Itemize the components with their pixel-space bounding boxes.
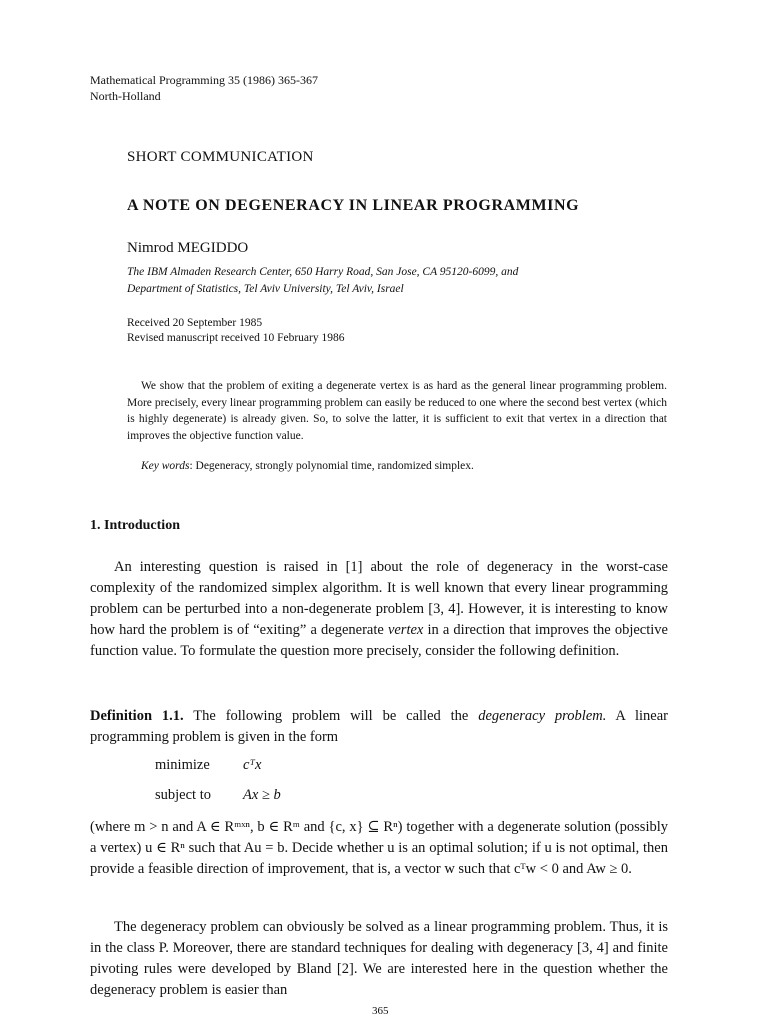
keywords — [141, 460, 474, 472]
formula-expression: cᵀx — [243, 757, 262, 773]
section-heading: 1. Introduction — [90, 518, 180, 533]
abstract: We show that the problem of exiting a degenerate vertex is as hard as the general linear programming problem. More precisely, every linear programming problem can easily be reduced to one where the second best vertex (which is highly degenerate) is already given. So, to solve the latter, it is sufficient to exit that vertex in a direction that improves the objective function value. — [127, 380, 667, 442]
keywords-label: Key words — [141, 460, 190, 472]
journal-citation — [90, 72, 318, 104]
paragraph-text: An interesting question is raised in [1] about the role of degeneracy in the worst-case complexity of the randomized simplex algorithm. It is well known that every linear programming problem can be perturbed into a non-degenerate problem [3, 4]. However, it is interesting to know how hard the problem is of “exiting” a degenerate — [90, 559, 668, 638]
formula-keyword: minimize — [155, 757, 210, 773]
received-date: Received 20 September 1985 — [127, 317, 263, 329]
paragraph-text: in a direction that improves the objective function value. To formulate the question more precisely, consider the following definition. — [90, 622, 668, 659]
paper-title: A NOTE ON DEGENERACY IN LINEAR PROGRAMMING — [127, 197, 580, 214]
emphasis-text: vertex — [387, 622, 424, 638]
author-name: Nimrod MEGIDDO — [127, 240, 249, 256]
formula-expression: Ax ≥ b — [243, 787, 281, 803]
definition-paragraph — [90, 706, 668, 748]
page-number: 365 — [372, 1005, 389, 1017]
affiliation-line: Department of Statistics, Tel Aviv University, Tel Aviv, Israel — [127, 283, 404, 295]
intro-paragraph — [90, 557, 668, 662]
emphasis-text: degeneracy problem. — [478, 708, 607, 724]
journal-line: Mathematical Programming 35 (1986) 365-367 — [90, 73, 318, 87]
definition-label: Definition 1.1. — [90, 708, 184, 724]
objective-formula — [155, 757, 261, 774]
paragraph-text: The following problem will be called the — [183, 708, 479, 724]
formula-keyword: subject to — [155, 787, 211, 803]
author-affiliation — [127, 264, 687, 298]
keywords-text: : Degeneracy, strongly polynomial time, randomized simplex. — [189, 460, 474, 472]
revised-date: Revised manuscript received 10 February 1986 — [127, 332, 345, 344]
body-paragraph: The degeneracy problem can obviously be solved as a linear programming problem. Thus, it is in the class P. Moreover, there are standard techniques for dealing with degeneracy [3, 4] and finite pivoting rules were developed by Bland [2]. We are interested here in the question whether the degeneracy problem is easier than — [90, 919, 668, 998]
affiliation-line: The IBM Almaden Research Center, 650 Harry Road, San Jose, CA 95120-6099, and — [127, 266, 519, 278]
article-type-label: SHORT COMMUNICATION — [127, 149, 314, 165]
publisher-line: North-Holland — [90, 89, 161, 103]
constraint-formula — [155, 787, 281, 804]
where-paragraph: (where m > n and A ∈ Rᵐˣⁿ, b ∈ Rᵐ and {c, x} ⊆ Rⁿ) together with a degenerate solution (possibly a vertex) u ∈ Rⁿ such that Au = b. Decide whether u is an optimal solution; if u is not optimal, then provide a feasible direction of improvement, that is, a vector w such that cᵀw < 0 and Aw ≥ 0. — [90, 819, 668, 877]
submission-dates — [127, 316, 344, 346]
paragraph-text: A linear programming problem is given in the form — [90, 708, 668, 745]
